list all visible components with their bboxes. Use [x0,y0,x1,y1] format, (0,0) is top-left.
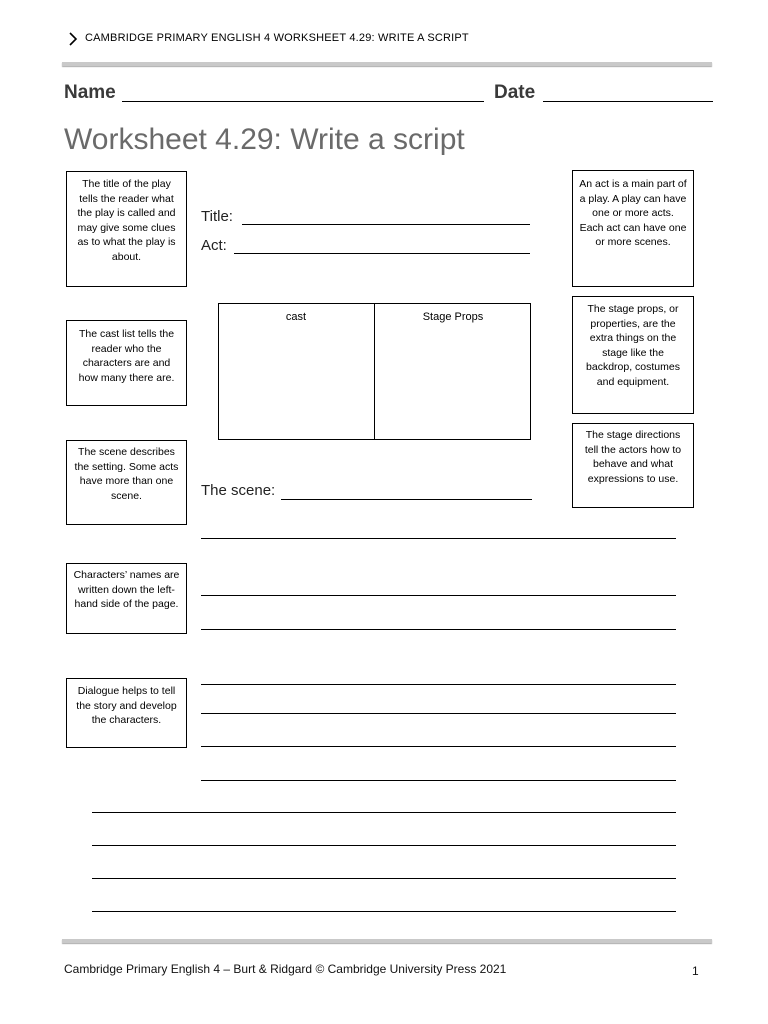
writing-line[interactable] [92,911,676,912]
writing-line[interactable] [201,746,676,747]
footer-credit: Cambridge Primary English 4 – Burt & Ridgard © Cambridge University Press 2021 [64,962,507,976]
page-title: Worksheet 4.29: Write a script [64,123,465,156]
writing-line[interactable] [201,684,676,685]
footer-rule [62,939,712,943]
writing-line[interactable] [201,538,676,539]
page-number: 1 [692,964,699,978]
title-write-line[interactable] [242,224,530,225]
stage-props-column-header: Stage Props [422,311,484,323]
chevron-right-icon [64,30,82,48]
writing-line[interactable] [92,845,676,846]
note-stage-directions: The stage directions tell the actors how to behave and what expressions to use. [572,423,694,508]
note-title-text: of the play tells the reader what the play is called and may give some clues as to what the play is about. [77,178,176,263]
writing-line[interactable] [201,713,676,714]
note-title-lead: The title [82,178,120,190]
name-write-line[interactable] [122,101,484,102]
act-label: Act: [201,237,227,254]
writing-line[interactable] [201,629,676,630]
note-scene: The scene describes the setting. Some acts have more than one scene. [66,440,187,525]
cast-column-header: cast [285,311,307,323]
cast-writing-area[interactable] [219,328,374,439]
note-title [66,171,187,287]
series-header: CAMBRIDGE PRIMARY ENGLISH 4 WORKSHEET 4.29: WRITE A SCRIPT [85,32,469,44]
writing-line[interactable] [201,595,676,596]
note-stage-props: The stage props, or properties, are the extra things on the stage like the backdrop, costumes and equipment. [572,296,694,414]
stage-props-writing-area[interactable] [376,328,530,439]
note-character-names: Characters’ names are written down the left-hand side of the page. [66,563,187,634]
note-act: An act is a main part of a play. A play can have one or more acts. Each act can have one or more scenes. [572,170,694,287]
writing-line[interactable] [92,878,676,879]
scene-label: The scene: [201,482,276,499]
table-divider [374,303,375,440]
writing-line[interactable] [92,812,676,813]
title-label: Title: [201,208,233,225]
name-label: Name [64,82,116,103]
act-write-line[interactable] [234,253,530,254]
date-write-line[interactable] [543,101,713,102]
scene-write-line[interactable] [281,499,532,500]
date-label: Date [494,82,536,103]
note-cast-list: The cast list tells the reader who the characters are and how many there are. [66,320,187,406]
header-rule [62,62,712,66]
writing-line[interactable] [201,780,676,781]
note-dialogue: Dialogue helps to tell the story and develop the characters. [66,678,187,748]
